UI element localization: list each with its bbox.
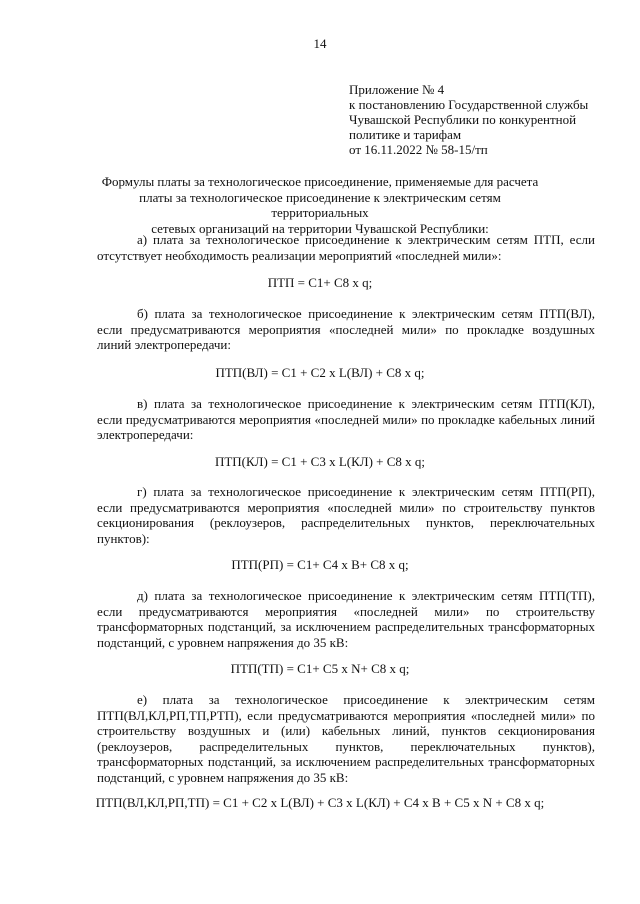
appendix-line: политике и тарифам <box>349 127 462 142</box>
formula-e: ПТП(ВЛ,КЛ,РП,ТП) = С1 + С2 х L(ВЛ) + С3 х L(КЛ) + С4 х В + С5 х N + С8 х q; <box>95 795 545 810</box>
appendix-block <box>349 82 609 157</box>
paragraph-e: е) плата за технологическое присоединение к электрическим сетям ПТП(ВЛ,КЛ,РП,ТП,РТП), если предусматриваются мероприятия «последней мили» по строительству воздушных и (или) кабельных линий, пунктов секционирования (реклоузеров, распределительных пунктов, переключательных пунктов), трансформаторных подстанций, за исключением распределительных трансформаторных подстанций, с уровнем напряжения до 35 кВ: <box>97 692 595 785</box>
title-line: платы за технологическое присоединение к электрическим сетям территориальных <box>139 189 501 220</box>
title-line: сетевых организаций на территории Чувашской Республики: <box>151 220 489 236</box>
formula-d: ПТП(ТП) = С1+ С5 х N+ С8 х q; <box>230 661 410 676</box>
appendix-line: Чувашской Республики по конкурентной <box>349 112 577 127</box>
paragraph-v: в) плата за технологическое присоединение к электрическим сетям ПТП(КЛ), если предусматриваются мероприятия «последней мили» по прокладке кабельных линий электропередачи: <box>97 396 595 442</box>
paragraph-a: а) плата за технологическое присоединение к электрическим сетям ПТП, если отсутствует необходимость реализации мероприятий «последней мили»: <box>97 232 595 263</box>
appendix-line: к постановлению Государственной службы <box>349 97 589 112</box>
formula-a: ПТП = С1+ С8 х q; <box>267 275 373 290</box>
document-title <box>100 174 540 236</box>
paragraph-d: д) плата за технологическое присоединение к электрическим сетям ПТП(ТП), если предусматриваются мероприятия «последней мили» по строительству трансформаторных подстанций, за исключением распределительных трансформаторных подстанций, с уровнем напряжения до 35 кВ: <box>97 588 595 650</box>
paragraph-g: г) плата за технологическое присоединение к электрическим сетям ПТП(РП), если предусматриваются мероприятия «последней мили» по строительству пунктов секционирования (реклоузеров, распределительных пунктов, переключательных пунктов): <box>97 484 595 546</box>
appendix-line: от 16.11.2022 № 58-15/тп <box>349 142 488 157</box>
title-line: Формулы платы за технологическое присоединение, применяемые для расчета <box>101 174 539 189</box>
formula-b: ПТП(ВЛ) = С1 + С2 х L(ВЛ) + С8 х q; <box>215 365 425 380</box>
page-number: 14 <box>313 36 327 51</box>
formula-v: ПТП(КЛ) = С1 + С3 х L(КЛ) + С8 х q; <box>214 454 426 469</box>
formula-g: ПТП(РП) = С1+ С4 х В+ С8 х q; <box>231 557 409 572</box>
paragraph-b: б) плата за технологическое присоединение к электрическим сетям ПТП(ВЛ), если предусматриваются мероприятия «последней мили» по прокладке воздушных линий электропередачи: <box>97 306 595 352</box>
appendix-line: Приложение № 4 <box>349 82 445 97</box>
